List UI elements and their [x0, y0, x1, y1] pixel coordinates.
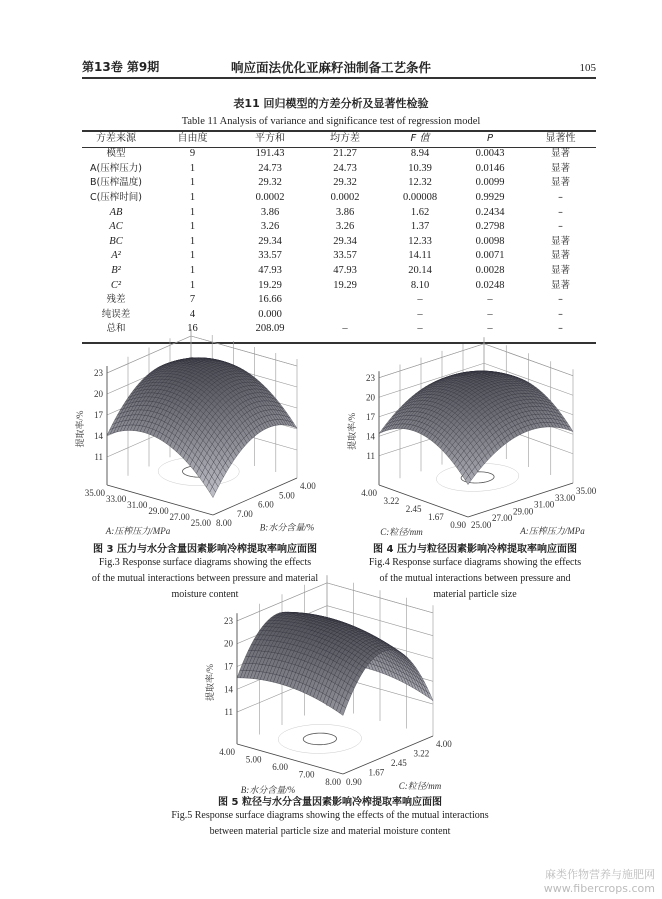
- z-tick-label: 11: [94, 452, 103, 462]
- right-axis-tick-label: 7.00: [237, 508, 253, 519]
- source-cell: AC: [109, 221, 123, 233]
- value-cell: 显著: [550, 177, 570, 189]
- value-cell: 19.29: [333, 279, 357, 291]
- figure-5-caption-en: [100, 808, 560, 840]
- value-cell: 8.10: [410, 279, 430, 291]
- value-cell: 1: [189, 265, 196, 277]
- right-axis-label: C:粒径/mm: [398, 781, 442, 791]
- right-axis-tick-label: 35.00: [576, 486, 597, 496]
- figure-3-caption-cn: 图 3 压力与水分含量因素影响冷榨提取率响应面图: [93, 544, 317, 555]
- left-axis-tick-label: 25.00: [190, 518, 211, 528]
- left-axis-tick-label: 27.00: [169, 512, 190, 522]
- value-cell: 29.32: [258, 177, 282, 189]
- value-cell: 显著: [550, 265, 570, 277]
- right-axis-tick-label: 4.00: [300, 481, 316, 491]
- source-cell: C²: [110, 279, 122, 291]
- source-cell: A(压榨压力): [90, 162, 142, 174]
- value-cell: 3.86: [260, 206, 280, 218]
- z-tick-label: 14: [366, 431, 375, 442]
- figure-4-surface-plot: [340, 358, 610, 538]
- watermark-line2: www.fibercrops.com: [543, 882, 655, 895]
- value-cell: 0.000: [258, 308, 282, 320]
- right-axis-label: B:水分含量/%: [259, 522, 315, 533]
- caption-line: Fig.4 Response surface diagrams showing the effects: [368, 557, 582, 568]
- value-cell: 0.00008: [402, 192, 438, 204]
- anova-table: [82, 131, 596, 337]
- value-cell: 0.0028: [475, 265, 505, 277]
- value-cell: 3.86: [335, 206, 355, 218]
- column-header: 均方差: [330, 133, 360, 144]
- left-axis-tick-label: 3.22: [383, 496, 400, 506]
- left-axis-tick-label: 2.45: [405, 504, 422, 514]
- z-tick-label: 14: [94, 431, 103, 441]
- figure-4-caption-en: [340, 555, 610, 603]
- contour-line: [278, 724, 361, 753]
- value-cell: 1: [189, 177, 196, 189]
- value-cell: –: [558, 308, 563, 320]
- right-axis-tick-label: 27.00: [492, 513, 513, 524]
- value-cell: 29.32: [333, 177, 357, 189]
- source-cell: AB: [109, 206, 123, 218]
- value-cell: 33.57: [258, 250, 282, 262]
- figure-5-caption-cn: 图 5 粒径与水分含量因素影响冷榨提取率响应面图: [218, 797, 442, 808]
- value-cell: 29.34: [333, 235, 357, 247]
- left-axis-tick-label: 29.00: [148, 506, 169, 516]
- table-row: [82, 293, 596, 308]
- source-cell: 模型: [106, 148, 126, 160]
- value-cell: –: [558, 206, 563, 218]
- right-axis-tick-label: 25.00: [471, 520, 492, 530]
- right-axis-tick-label: 2.45: [391, 758, 407, 768]
- value-cell: 29.34: [258, 235, 282, 247]
- source-cell: 纯误差: [101, 308, 131, 320]
- left-axis-label: C:粒径/mm: [380, 527, 423, 537]
- table-row: [82, 147, 596, 162]
- figure-3-surface-plot: [70, 358, 330, 538]
- value-cell: 0.9929: [475, 192, 505, 204]
- value-cell: 显著: [550, 235, 570, 247]
- z-tick-label: 20: [366, 392, 375, 403]
- source-cell: 总和: [106, 323, 126, 335]
- right-axis-tick-label: 8.00: [216, 518, 232, 528]
- column-header: 显著性: [545, 133, 576, 144]
- table-header-row: [82, 131, 596, 147]
- table-row: [82, 308, 596, 323]
- z-axis-label: 提取率/%: [347, 412, 357, 450]
- left-axis-tick-label: 6.00: [272, 762, 288, 772]
- table-row: [82, 322, 596, 337]
- value-cell: [305, 308, 385, 323]
- z-tick-label: 11: [366, 450, 375, 461]
- value-cell: 显著: [550, 250, 570, 262]
- value-cell: 3.26: [335, 221, 355, 233]
- figure-4-caption-cn: 图 4 压力与粒径因素影响冷榨提取率响应面图: [373, 544, 577, 555]
- value-cell: 10.39: [408, 162, 432, 174]
- value-cell: 0.0146: [475, 162, 505, 174]
- table-row: [82, 235, 596, 250]
- right-axis-tick-label: 33.00: [555, 492, 576, 503]
- figure-5-surface-plot: [200, 600, 470, 795]
- value-cell: 0.0071: [475, 250, 505, 262]
- table-row: [82, 176, 596, 191]
- value-cell: 0.2434: [475, 206, 505, 218]
- value-cell: 1: [189, 206, 196, 218]
- caption-line: Fig.5 Response surface diagrams showing the effects of the mutual interactions: [171, 810, 489, 821]
- table-row: [82, 264, 596, 279]
- caption-line: of the mutual interactions between pressure and material: [91, 573, 319, 584]
- source-cell: A²: [111, 250, 121, 262]
- contour-line: [303, 733, 336, 745]
- column-header: F 值: [410, 133, 430, 144]
- value-cell: –: [487, 294, 493, 306]
- right-axis-tick-label: 6.00: [258, 499, 274, 510]
- value-cell: 1.37: [410, 221, 430, 233]
- right-axis-tick-label: 3.22: [413, 748, 430, 759]
- column-header: 方差来源: [96, 133, 136, 144]
- left-axis-tick-label: 4.00: [361, 488, 377, 498]
- column-header: 自由度: [177, 133, 208, 144]
- volume-issue: 第13卷 第9期: [82, 60, 160, 74]
- table-row: [82, 162, 596, 177]
- right-axis-tick-label: 4.00: [436, 739, 452, 749]
- value-cell: 24.73: [258, 162, 282, 174]
- source-cell: C(压榨时间): [89, 192, 143, 204]
- value-cell: –: [558, 221, 563, 233]
- value-cell: 47.93: [333, 265, 357, 277]
- table-bottom-rule: [82, 342, 596, 344]
- caption-line: material particle size: [433, 589, 517, 600]
- source-cell: B(压榨温度): [90, 177, 142, 189]
- z-tick-label: 23: [224, 615, 233, 626]
- left-axis-tick-label: 7.00: [298, 769, 315, 780]
- left-axis-tick-label: 8.00: [325, 777, 341, 787]
- z-tick-label: 11: [224, 707, 233, 718]
- caption-line: Fig.3 Response surface diagrams showing the effects: [98, 557, 312, 568]
- value-cell: 12.32: [408, 177, 432, 189]
- left-axis-label: A:压榨压力/MPa: [105, 526, 171, 536]
- value-cell: 0.0002: [255, 192, 285, 204]
- z-axis-label: 提取率/%: [75, 410, 85, 448]
- caption-line: of the mutual interactions between pressure and: [379, 573, 571, 584]
- column-header: 平方和: [255, 133, 285, 144]
- value-cell: 1: [189, 162, 196, 174]
- value-cell: 0.0002: [330, 192, 360, 204]
- value-cell: 14.11: [408, 250, 432, 262]
- z-tick-label: 14: [224, 684, 233, 695]
- source-cell: BC: [109, 235, 123, 247]
- value-cell: 12.33: [408, 235, 432, 247]
- running-title: 响应面法优化亚麻籽油制备工艺条件: [230, 60, 431, 75]
- value-cell: –: [487, 323, 493, 335]
- value-cell: 7: [189, 294, 196, 306]
- value-cell: 24.73: [333, 162, 357, 174]
- value-cell: –: [558, 192, 563, 204]
- z-tick-label: 23: [94, 368, 103, 378]
- value-cell: 3.26: [260, 221, 280, 233]
- right-axis-tick-label: 5.00: [279, 490, 295, 501]
- table-row: [82, 249, 596, 264]
- value-cell: 9: [189, 148, 196, 160]
- watermark: [440, 866, 655, 895]
- header-rule: [82, 77, 596, 79]
- value-cell: 1.62: [410, 206, 430, 218]
- value-cell: 显著: [550, 162, 570, 174]
- value-cell: –: [558, 323, 563, 335]
- value-cell: [305, 293, 385, 308]
- z-axis-label: 提取率/%: [205, 663, 215, 701]
- z-tick-label: 20: [94, 389, 103, 399]
- value-cell: 1: [189, 235, 196, 247]
- left-axis-label: B:水分含量/%: [240, 785, 296, 795]
- value-cell: 16: [187, 323, 198, 335]
- right-axis-tick-label: 31.00: [534, 499, 555, 510]
- right-axis-label: A:压榨压力/MPa: [520, 526, 585, 536]
- left-axis-tick-label: 5.00: [245, 754, 262, 765]
- z-tick-label: 17: [366, 411, 375, 422]
- value-cell: 1: [189, 221, 196, 233]
- value-cell: 20.14: [408, 265, 432, 277]
- value-cell: 16.66: [258, 294, 282, 306]
- value-cell: 1: [189, 279, 196, 291]
- value-cell: 0.0248: [475, 279, 505, 291]
- caption-line: moisture content: [171, 589, 239, 600]
- value-cell: –: [342, 323, 348, 335]
- right-axis-tick-label: 29.00: [513, 506, 534, 517]
- left-axis-tick-label: 35.00: [84, 488, 105, 498]
- value-cell: –: [558, 294, 563, 306]
- figure-3-caption-en: [70, 555, 340, 603]
- right-axis-tick-label: 0.90: [346, 777, 362, 787]
- value-cell: 显著: [550, 279, 570, 291]
- source-cell: B²: [111, 265, 121, 277]
- value-cell: 47.93: [258, 265, 282, 277]
- value-cell: 19.29: [258, 279, 282, 291]
- column-header: P: [486, 133, 494, 144]
- value-cell: –: [417, 294, 423, 306]
- table-title-en: Table 11 Analysis of variance and significance test of regression model: [181, 116, 481, 127]
- value-cell: 1: [189, 192, 196, 204]
- table-row: [82, 205, 596, 220]
- value-cell: 208.09: [255, 323, 285, 335]
- caption-line: between material particle size and material moisture content: [209, 826, 451, 837]
- watermark-line1: 麻类作物营养与施肥网: [545, 868, 655, 881]
- value-cell: 0.0043: [475, 148, 505, 160]
- source-cell: 残差: [106, 294, 126, 306]
- table-row: [82, 278, 596, 293]
- page-number: 105: [579, 62, 596, 74]
- z-tick-label: 17: [224, 661, 233, 672]
- table-title-cn: 表11 回归模型的方差分析及显著性检验: [233, 97, 429, 110]
- left-axis-tick-label: 0.90: [450, 520, 466, 530]
- left-axis-tick-label: 33.00: [105, 494, 127, 504]
- value-cell: 191.43: [255, 148, 285, 160]
- table-row: [82, 191, 596, 206]
- value-cell: 21.27: [333, 148, 357, 160]
- value-cell: –: [417, 323, 423, 335]
- value-cell: –: [417, 308, 423, 320]
- z-tick-label: 23: [366, 372, 375, 383]
- left-axis-tick-label: 1.67: [428, 512, 444, 522]
- value-cell: 0.0098: [475, 235, 505, 247]
- value-cell: 4: [189, 308, 196, 320]
- right-axis-tick-label: 1.67: [368, 767, 385, 778]
- z-tick-label: 20: [224, 638, 233, 649]
- value-cell: –: [487, 308, 493, 320]
- z-tick-label: 17: [94, 410, 103, 420]
- value-cell: 显著: [550, 148, 570, 160]
- left-axis-tick-label: 31.00: [127, 500, 148, 510]
- value-cell: 8.94: [410, 148, 430, 160]
- value-cell: 0.0099: [475, 177, 505, 189]
- left-axis-tick-label: 4.00: [219, 747, 235, 757]
- value-cell: 0.2798: [475, 221, 505, 233]
- table-row: [82, 220, 596, 235]
- value-cell: 1: [189, 250, 196, 262]
- value-cell: 33.57: [333, 250, 357, 262]
